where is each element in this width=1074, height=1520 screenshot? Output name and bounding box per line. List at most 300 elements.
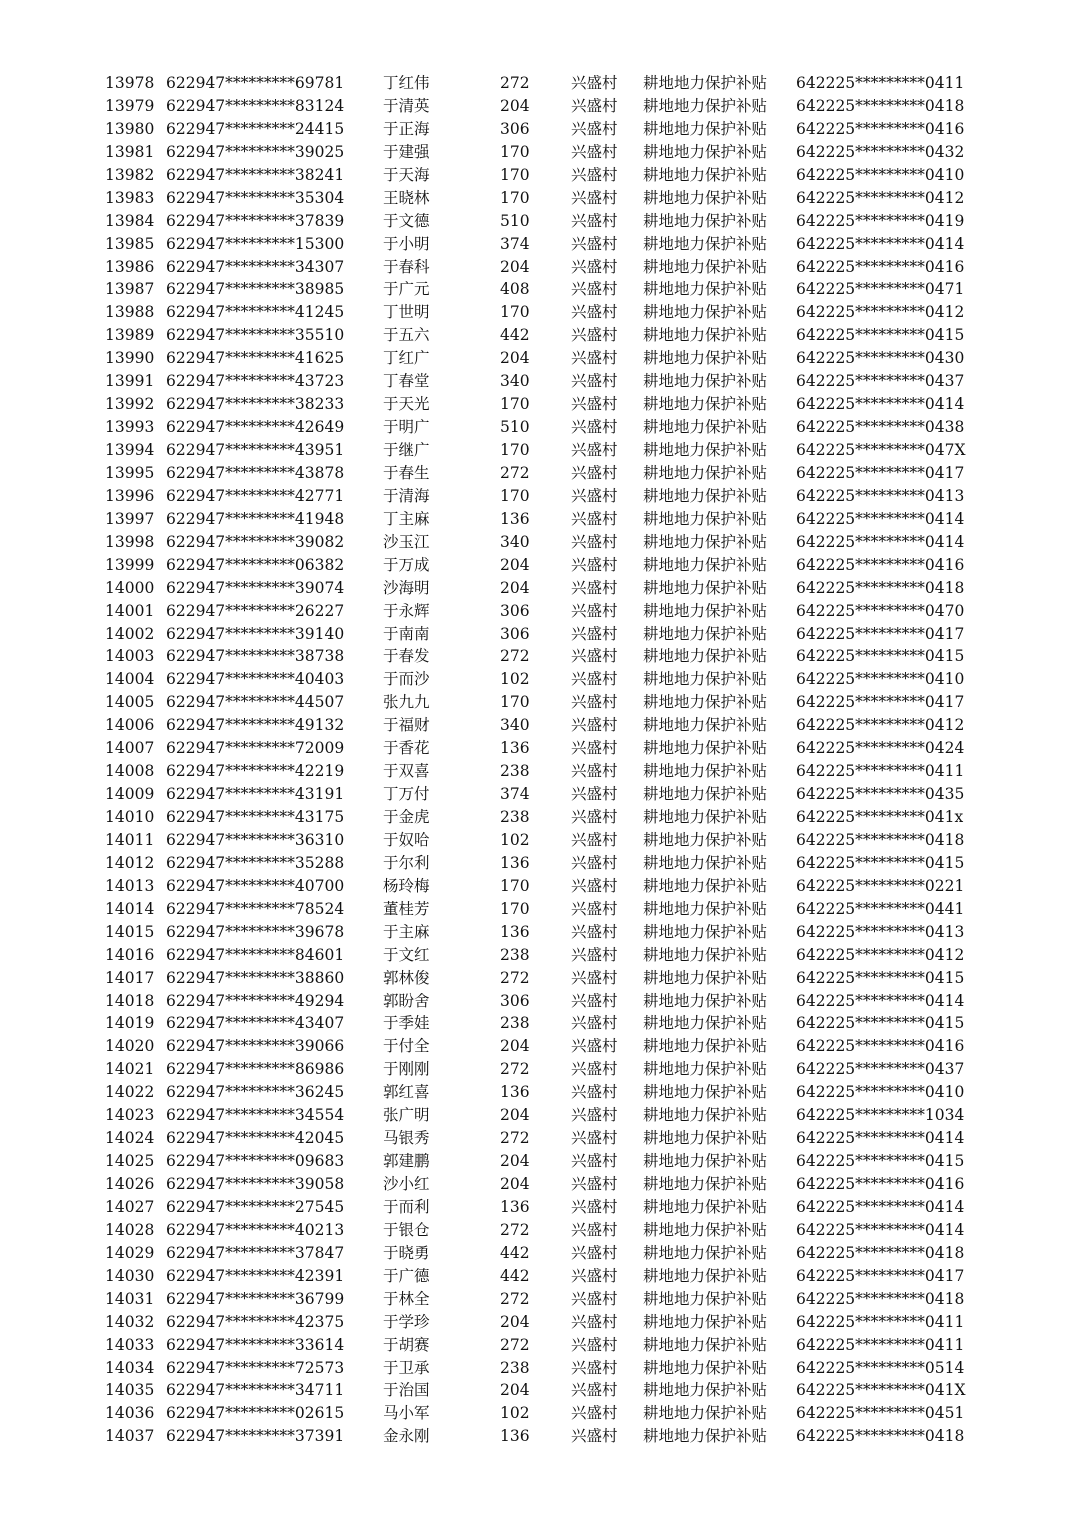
table-row xyxy=(0,783,1074,806)
name-cell: 沙小红 xyxy=(383,1175,430,1193)
row-number-cell: 14022 xyxy=(105,1083,155,1102)
bank-card-cell: 622947*********84601 xyxy=(166,945,345,964)
bank-card-cell: 622947*********42219 xyxy=(166,762,345,781)
subsidy-type-cell: 耕地地力保护补贴 xyxy=(643,922,768,941)
row-number-cell: 14035 xyxy=(105,1381,155,1400)
village-cell: 兴盛村 xyxy=(571,1152,618,1171)
bank-card-cell: 622947*********72573 xyxy=(166,1358,345,1377)
table-row xyxy=(0,118,1074,141)
name-cell: 于正海 xyxy=(383,119,430,138)
table-row xyxy=(0,714,1074,737)
name-cell: 于万成 xyxy=(383,555,430,574)
bank-card-cell: 622947*********38985 xyxy=(166,280,345,299)
village-cell: 兴盛村 xyxy=(571,808,618,826)
amount-cell: 272 xyxy=(500,1335,530,1354)
bank-card-cell: 622947*********36799 xyxy=(166,1289,345,1308)
id-number-cell: 642225*********0414 xyxy=(796,1197,965,1216)
name-cell: 于清海 xyxy=(383,486,430,505)
name-cell: 丁主麻 xyxy=(383,509,430,528)
village-cell: 兴盛村 xyxy=(571,830,618,849)
name-cell: 于天海 xyxy=(383,165,430,184)
subsidy-type-cell: 耕地地力保护补贴 xyxy=(643,762,768,781)
row-number-cell: 14036 xyxy=(105,1404,155,1423)
name-cell: 于而沙 xyxy=(383,670,430,689)
village-cell: 兴盛村 xyxy=(571,142,618,161)
village-cell: 兴盛村 xyxy=(571,716,618,735)
bank-card-cell: 622947*********27545 xyxy=(166,1197,345,1216)
subsidy-type-cell: 耕地地力保护补贴 xyxy=(643,532,768,551)
name-cell: 于林全 xyxy=(383,1289,430,1308)
village-cell: 兴盛村 xyxy=(571,922,618,941)
table-row xyxy=(0,508,1074,531)
id-number-cell: 642225*********0418 xyxy=(796,96,965,115)
table-row xyxy=(0,1402,1074,1425)
row-number-cell: 14037 xyxy=(105,1427,155,1446)
subsidy-type-cell: 耕地地力保护补贴 xyxy=(643,234,768,253)
bank-card-cell: 622947*********34711 xyxy=(166,1381,345,1400)
amount-cell: 204 xyxy=(500,1381,530,1400)
amount-cell: 272 xyxy=(500,74,530,92)
village-cell: 兴盛村 xyxy=(571,1129,618,1148)
name-cell: 于南南 xyxy=(383,624,430,643)
bank-card-cell: 622947*********39074 xyxy=(166,578,345,597)
row-number-cell: 14021 xyxy=(105,1060,155,1079)
subsidy-type-cell: 耕地地力保护补贴 xyxy=(643,441,768,459)
id-number-cell: 642225*********0415 xyxy=(796,968,965,987)
subsidy-type-cell: 耕地地力保护补贴 xyxy=(643,830,768,849)
table-row xyxy=(0,1311,1074,1334)
amount-cell: 442 xyxy=(500,1243,530,1262)
bank-card-cell: 622947*********42045 xyxy=(166,1129,345,1148)
name-cell: 于广元 xyxy=(383,280,430,299)
row-number-cell: 13980 xyxy=(105,119,155,138)
amount-cell: 170 xyxy=(500,165,530,184)
name-cell: 王晓林 xyxy=(383,188,430,207)
id-number-cell: 642225*********0419 xyxy=(796,211,965,230)
amount-cell: 170 xyxy=(500,876,530,895)
row-number-cell: 13993 xyxy=(105,418,155,437)
bank-card-cell: 622947*********69781 xyxy=(166,74,345,92)
subsidy-type-cell: 耕地地力保护补贴 xyxy=(643,624,768,643)
subsidy-type-cell: 耕地地力保护补贴 xyxy=(643,945,768,964)
subsidy-type-cell: 耕地地力保护补贴 xyxy=(643,326,768,345)
subsidy-type-cell: 耕地地力保护补贴 xyxy=(643,142,768,161)
bank-card-cell: 622947*********43878 xyxy=(166,463,345,482)
name-cell: 郭建鹏 xyxy=(383,1152,430,1171)
village-cell: 兴盛村 xyxy=(571,601,618,620)
subsidy-type-cell: 耕地地力保护补贴 xyxy=(643,349,768,368)
name-cell: 于小明 xyxy=(383,234,430,253)
amount-cell: 408 xyxy=(500,280,530,299)
table-row xyxy=(0,737,1074,760)
name-cell: 于付全 xyxy=(383,1037,430,1056)
amount-cell: 510 xyxy=(500,211,530,230)
amount-cell: 340 xyxy=(500,372,530,391)
village-cell: 兴盛村 xyxy=(571,1220,618,1239)
amount-cell: 102 xyxy=(500,1404,530,1423)
table-row xyxy=(0,806,1074,829)
row-number-cell: 14024 xyxy=(105,1129,155,1148)
id-number-cell: 642225*********0413 xyxy=(796,922,965,941)
table-row xyxy=(0,944,1074,967)
name-cell: 郭盼舍 xyxy=(383,991,430,1010)
name-cell: 于卫承 xyxy=(383,1358,430,1377)
bank-card-cell: 622947*********39066 xyxy=(166,1037,345,1056)
subsidy-type-cell: 耕地地力保护补贴 xyxy=(643,739,768,758)
amount-cell: 204 xyxy=(500,1312,530,1331)
bank-card-cell: 622947*********38233 xyxy=(166,395,345,414)
subsidy-type-cell: 耕地地力保护补贴 xyxy=(643,395,768,414)
table-row xyxy=(0,141,1074,164)
row-number-cell: 14030 xyxy=(105,1266,155,1285)
name-cell: 于主麻 xyxy=(383,922,430,941)
id-number-cell: 642225*********0418 xyxy=(796,578,965,597)
id-number-cell: 642225*********0414 xyxy=(796,1220,965,1239)
subsidy-type-cell: 耕地地力保护补贴 xyxy=(643,1197,768,1216)
bank-card-cell: 622947*********06382 xyxy=(166,555,345,574)
id-number-cell: 642225*********0435 xyxy=(796,785,965,804)
bank-card-cell: 622947*********24415 xyxy=(166,119,345,138)
amount-cell: 204 xyxy=(500,578,530,597)
village-cell: 兴盛村 xyxy=(571,876,618,895)
table-row xyxy=(0,324,1074,347)
bank-card-cell: 622947*********39140 xyxy=(166,624,345,643)
village-cell: 兴盛村 xyxy=(571,349,618,368)
table-row xyxy=(0,1058,1074,1081)
amount-cell: 238 xyxy=(500,762,530,781)
subsidy-type-cell: 耕地地力保护补贴 xyxy=(643,303,768,322)
row-number-cell: 14003 xyxy=(105,647,155,666)
table-row xyxy=(0,691,1074,714)
amount-cell: 204 xyxy=(500,555,530,574)
subsidy-type-cell: 耕地地力保护补贴 xyxy=(643,74,768,92)
village-cell: 兴盛村 xyxy=(571,1014,618,1033)
subsidy-type-cell: 耕地地力保护补贴 xyxy=(643,1266,768,1285)
subsidy-type-cell: 耕地地力保护补贴 xyxy=(643,418,768,437)
table-row xyxy=(0,233,1074,256)
id-number-cell: 642225*********0418 xyxy=(796,1427,965,1446)
table-row xyxy=(0,645,1074,668)
name-cell: 于清英 xyxy=(383,96,430,115)
village-cell: 兴盛村 xyxy=(571,1404,618,1423)
name-cell: 于春生 xyxy=(383,463,430,482)
subsidy-type-cell: 耕地地力保护补贴 xyxy=(643,808,768,826)
bank-card-cell: 622947*********43951 xyxy=(166,441,345,459)
table-row xyxy=(0,1334,1074,1357)
table-row xyxy=(0,278,1074,301)
amount-cell: 442 xyxy=(500,326,530,345)
row-number-cell: 13995 xyxy=(105,463,155,482)
name-cell: 马银秀 xyxy=(383,1129,430,1148)
amount-cell: 306 xyxy=(500,119,530,138)
row-number-cell: 14008 xyxy=(105,762,155,781)
village-cell: 兴盛村 xyxy=(571,853,618,872)
id-number-cell: 642225*********0414 xyxy=(796,395,965,414)
table-row xyxy=(0,1196,1074,1219)
table-row xyxy=(0,852,1074,875)
village-cell: 兴盛村 xyxy=(571,762,618,781)
table-row xyxy=(0,990,1074,1013)
row-number-cell: 13983 xyxy=(105,188,155,207)
amount-cell: 204 xyxy=(500,1175,530,1193)
amount-cell: 272 xyxy=(500,1220,530,1239)
table-row xyxy=(0,921,1074,944)
table-row xyxy=(0,829,1074,852)
amount-cell: 204 xyxy=(500,1152,530,1171)
village-cell: 兴盛村 xyxy=(571,165,618,184)
village-cell: 兴盛村 xyxy=(571,1175,618,1193)
bank-card-cell: 622947*********42649 xyxy=(166,418,345,437)
row-number-cell: 14014 xyxy=(105,899,155,918)
row-number-cell: 14029 xyxy=(105,1243,155,1262)
id-number-cell: 642225*********041x xyxy=(796,808,964,826)
name-cell: 于文德 xyxy=(383,211,430,230)
bank-card-cell: 622947*********41245 xyxy=(166,303,345,322)
row-number-cell: 13998 xyxy=(105,532,155,551)
bank-card-cell: 622947*********15300 xyxy=(166,234,345,253)
name-cell: 丁春堂 xyxy=(383,372,430,391)
subsidy-type-cell: 耕地地力保护补贴 xyxy=(643,1220,768,1239)
name-cell: 于广德 xyxy=(383,1266,430,1285)
village-cell: 兴盛村 xyxy=(571,96,618,115)
row-number-cell: 14033 xyxy=(105,1335,155,1354)
id-number-cell: 642225*********0410 xyxy=(796,165,965,184)
amount-cell: 340 xyxy=(500,532,530,551)
id-number-cell: 642225*********0417 xyxy=(796,463,965,482)
table-row xyxy=(0,462,1074,485)
amount-cell: 136 xyxy=(500,1427,530,1446)
table-row xyxy=(0,187,1074,210)
id-number-cell: 642225*********0417 xyxy=(796,624,965,643)
row-number-cell: 14002 xyxy=(105,624,155,643)
amount-cell: 238 xyxy=(500,945,530,964)
bank-card-cell: 622947*********86986 xyxy=(166,1060,345,1079)
amount-cell: 272 xyxy=(500,968,530,987)
name-cell: 于双喜 xyxy=(383,762,430,781)
amount-cell: 272 xyxy=(500,1060,530,1079)
subsidy-type-cell: 耕地地力保护补贴 xyxy=(643,601,768,620)
name-cell: 沙玉江 xyxy=(383,532,430,551)
subsidy-type-cell: 耕地地力保护补贴 xyxy=(643,165,768,184)
bank-card-cell: 622947*********43191 xyxy=(166,785,345,804)
subsidy-type-cell: 耕地地力保护补贴 xyxy=(643,1358,768,1377)
name-cell: 于建强 xyxy=(383,142,430,161)
name-cell: 张广明 xyxy=(383,1106,430,1125)
row-number-cell: 14019 xyxy=(105,1014,155,1033)
amount-cell: 204 xyxy=(500,1037,530,1056)
table-row xyxy=(0,967,1074,990)
amount-cell: 442 xyxy=(500,1266,530,1285)
village-cell: 兴盛村 xyxy=(571,578,618,597)
amount-cell: 340 xyxy=(500,716,530,735)
subsidy-type-cell: 耕地地力保护补贴 xyxy=(643,119,768,138)
table-row xyxy=(0,1012,1074,1035)
name-cell: 于永辉 xyxy=(383,601,430,620)
row-number-cell: 13978 xyxy=(105,74,155,92)
amount-cell: 136 xyxy=(500,739,530,758)
id-number-cell: 642225*********0437 xyxy=(796,1060,965,1079)
village-cell: 兴盛村 xyxy=(571,463,618,482)
table-row xyxy=(0,1104,1074,1127)
subsidy-type-cell: 耕地地力保护补贴 xyxy=(643,1129,768,1148)
name-cell: 于胡赛 xyxy=(383,1335,430,1354)
subsidy-type-cell: 耕地地力保护补贴 xyxy=(643,1037,768,1056)
row-number-cell: 13997 xyxy=(105,509,155,528)
row-number-cell: 14012 xyxy=(105,853,155,872)
subsidy-type-cell: 耕地地力保护补贴 xyxy=(643,968,768,987)
subsidy-type-cell: 耕地地力保护补贴 xyxy=(643,211,768,230)
bank-card-cell: 622947*********34554 xyxy=(166,1106,345,1125)
village-cell: 兴盛村 xyxy=(571,188,618,207)
row-number-cell: 14006 xyxy=(105,716,155,735)
table-row xyxy=(0,95,1074,118)
id-number-cell: 642225*********0437 xyxy=(796,372,965,391)
subsidy-type-cell: 耕地地力保护补贴 xyxy=(643,257,768,276)
id-number-cell: 642225*********047X xyxy=(796,441,966,459)
table-row xyxy=(0,600,1074,623)
bank-card-cell: 622947*********39678 xyxy=(166,922,345,941)
name-cell: 郭红喜 xyxy=(383,1083,430,1102)
amount-cell: 204 xyxy=(500,257,530,276)
subsidy-type-cell: 耕地地力保护补贴 xyxy=(643,991,768,1010)
subsidy-type-cell: 耕地地力保护补贴 xyxy=(643,1152,768,1171)
bank-card-cell: 622947*********41948 xyxy=(166,509,345,528)
bank-card-cell: 622947*********43407 xyxy=(166,1014,345,1033)
village-cell: 兴盛村 xyxy=(571,1312,618,1331)
row-number-cell: 13999 xyxy=(105,555,155,574)
subsidy-table xyxy=(0,72,1074,1448)
bank-card-cell: 622947*********35304 xyxy=(166,188,345,207)
id-number-cell: 642225*********0430 xyxy=(796,349,965,368)
id-number-cell: 642225*********0415 xyxy=(796,326,965,345)
id-number-cell: 642225*********0418 xyxy=(796,830,965,849)
village-cell: 兴盛村 xyxy=(571,968,618,987)
amount-cell: 170 xyxy=(500,303,530,322)
table-row xyxy=(0,1425,1074,1448)
bank-card-cell: 622947*********42391 xyxy=(166,1266,345,1285)
amount-cell: 170 xyxy=(500,142,530,161)
amount-cell: 136 xyxy=(500,509,530,528)
id-number-cell: 642225*********0410 xyxy=(796,670,965,689)
id-number-cell: 642225*********0411 xyxy=(796,762,965,781)
village-cell: 兴盛村 xyxy=(571,211,618,230)
id-number-cell: 642225*********0411 xyxy=(796,1312,965,1331)
id-number-cell: 642225*********041X xyxy=(796,1381,966,1400)
village-cell: 兴盛村 xyxy=(571,1037,618,1056)
name-cell: 于香花 xyxy=(383,739,430,758)
table-row xyxy=(0,1150,1074,1173)
row-number-cell: 13991 xyxy=(105,372,155,391)
name-cell: 于文红 xyxy=(383,945,430,964)
amount-cell: 170 xyxy=(500,486,530,505)
village-cell: 兴盛村 xyxy=(571,1381,618,1400)
row-number-cell: 13990 xyxy=(105,349,155,368)
row-number-cell: 14004 xyxy=(105,670,155,689)
village-cell: 兴盛村 xyxy=(571,1358,618,1377)
row-number-cell: 13981 xyxy=(105,142,155,161)
bank-card-cell: 622947*********36310 xyxy=(166,830,345,849)
name-cell: 于而利 xyxy=(383,1197,430,1216)
village-cell: 兴盛村 xyxy=(571,395,618,414)
id-number-cell: 642225*********0451 xyxy=(796,1404,965,1423)
village-cell: 兴盛村 xyxy=(571,326,618,345)
name-cell: 于学珍 xyxy=(383,1312,430,1331)
row-number-cell: 14017 xyxy=(105,968,155,987)
id-number-cell: 642225*********0438 xyxy=(796,418,965,437)
village-cell: 兴盛村 xyxy=(571,899,618,918)
row-number-cell: 14027 xyxy=(105,1197,155,1216)
id-number-cell: 642225*********0411 xyxy=(796,74,965,92)
name-cell: 杨玲梅 xyxy=(383,876,430,895)
subsidy-type-cell: 耕地地力保护补贴 xyxy=(643,876,768,895)
id-number-cell: 642225*********0418 xyxy=(796,1289,965,1308)
amount-cell: 272 xyxy=(500,463,530,482)
village-cell: 兴盛村 xyxy=(571,1197,618,1216)
name-cell: 于福财 xyxy=(383,716,430,735)
row-number-cell: 14009 xyxy=(105,785,155,804)
bank-card-cell: 622947*********38241 xyxy=(166,165,345,184)
amount-cell: 170 xyxy=(500,693,530,712)
bank-card-cell: 622947*********37839 xyxy=(166,211,345,230)
table-row xyxy=(0,72,1074,95)
id-number-cell: 642225*********0416 xyxy=(796,1175,965,1193)
bank-card-cell: 622947*********39025 xyxy=(166,142,345,161)
village-cell: 兴盛村 xyxy=(571,234,618,253)
bank-card-cell: 622947*********49294 xyxy=(166,991,345,1010)
village-cell: 兴盛村 xyxy=(571,1289,618,1308)
id-number-cell: 642225*********0416 xyxy=(796,555,965,574)
id-number-cell: 642225*********0414 xyxy=(796,234,965,253)
row-number-cell: 14028 xyxy=(105,1220,155,1239)
bank-card-cell: 622947*********40213 xyxy=(166,1220,345,1239)
bank-card-cell: 622947*********49132 xyxy=(166,716,345,735)
bank-card-cell: 622947*********43175 xyxy=(166,808,345,826)
bank-card-cell: 622947*********78524 xyxy=(166,899,345,918)
id-number-cell: 642225*********0417 xyxy=(796,1266,965,1285)
subsidy-type-cell: 耕地地力保护补贴 xyxy=(643,716,768,735)
name-cell: 郭林俊 xyxy=(383,968,430,987)
bank-card-cell: 622947*********35510 xyxy=(166,326,345,345)
row-number-cell: 13986 xyxy=(105,257,155,276)
id-number-cell: 642225*********0415 xyxy=(796,1152,965,1171)
row-number-cell: 14011 xyxy=(105,830,155,849)
village-cell: 兴盛村 xyxy=(571,1335,618,1354)
id-number-cell: 642225*********0415 xyxy=(796,647,965,666)
row-number-cell: 13979 xyxy=(105,96,155,115)
bank-card-cell: 622947*********43723 xyxy=(166,372,345,391)
row-number-cell: 13988 xyxy=(105,303,155,322)
id-number-cell: 642225*********0416 xyxy=(796,1037,965,1056)
amount-cell: 238 xyxy=(500,808,530,826)
village-cell: 兴盛村 xyxy=(571,532,618,551)
village-cell: 兴盛村 xyxy=(571,1083,618,1102)
name-cell: 于五六 xyxy=(383,326,430,345)
bank-card-cell: 622947*********72009 xyxy=(166,739,345,758)
village-cell: 兴盛村 xyxy=(571,647,618,666)
village-cell: 兴盛村 xyxy=(571,1266,618,1285)
table-row xyxy=(0,416,1074,439)
table-row xyxy=(0,370,1074,393)
name-cell: 于银仓 xyxy=(383,1220,430,1239)
id-number-cell: 642225*********0414 xyxy=(796,509,965,528)
village-cell: 兴盛村 xyxy=(571,257,618,276)
amount-cell: 170 xyxy=(500,441,530,459)
id-number-cell: 642225*********0424 xyxy=(796,739,965,758)
row-number-cell: 13982 xyxy=(105,165,155,184)
subsidy-type-cell: 耕地地力保护补贴 xyxy=(643,372,768,391)
subsidy-type-cell: 耕地地力保护补贴 xyxy=(643,1289,768,1308)
bank-card-cell: 622947*********38738 xyxy=(166,647,345,666)
